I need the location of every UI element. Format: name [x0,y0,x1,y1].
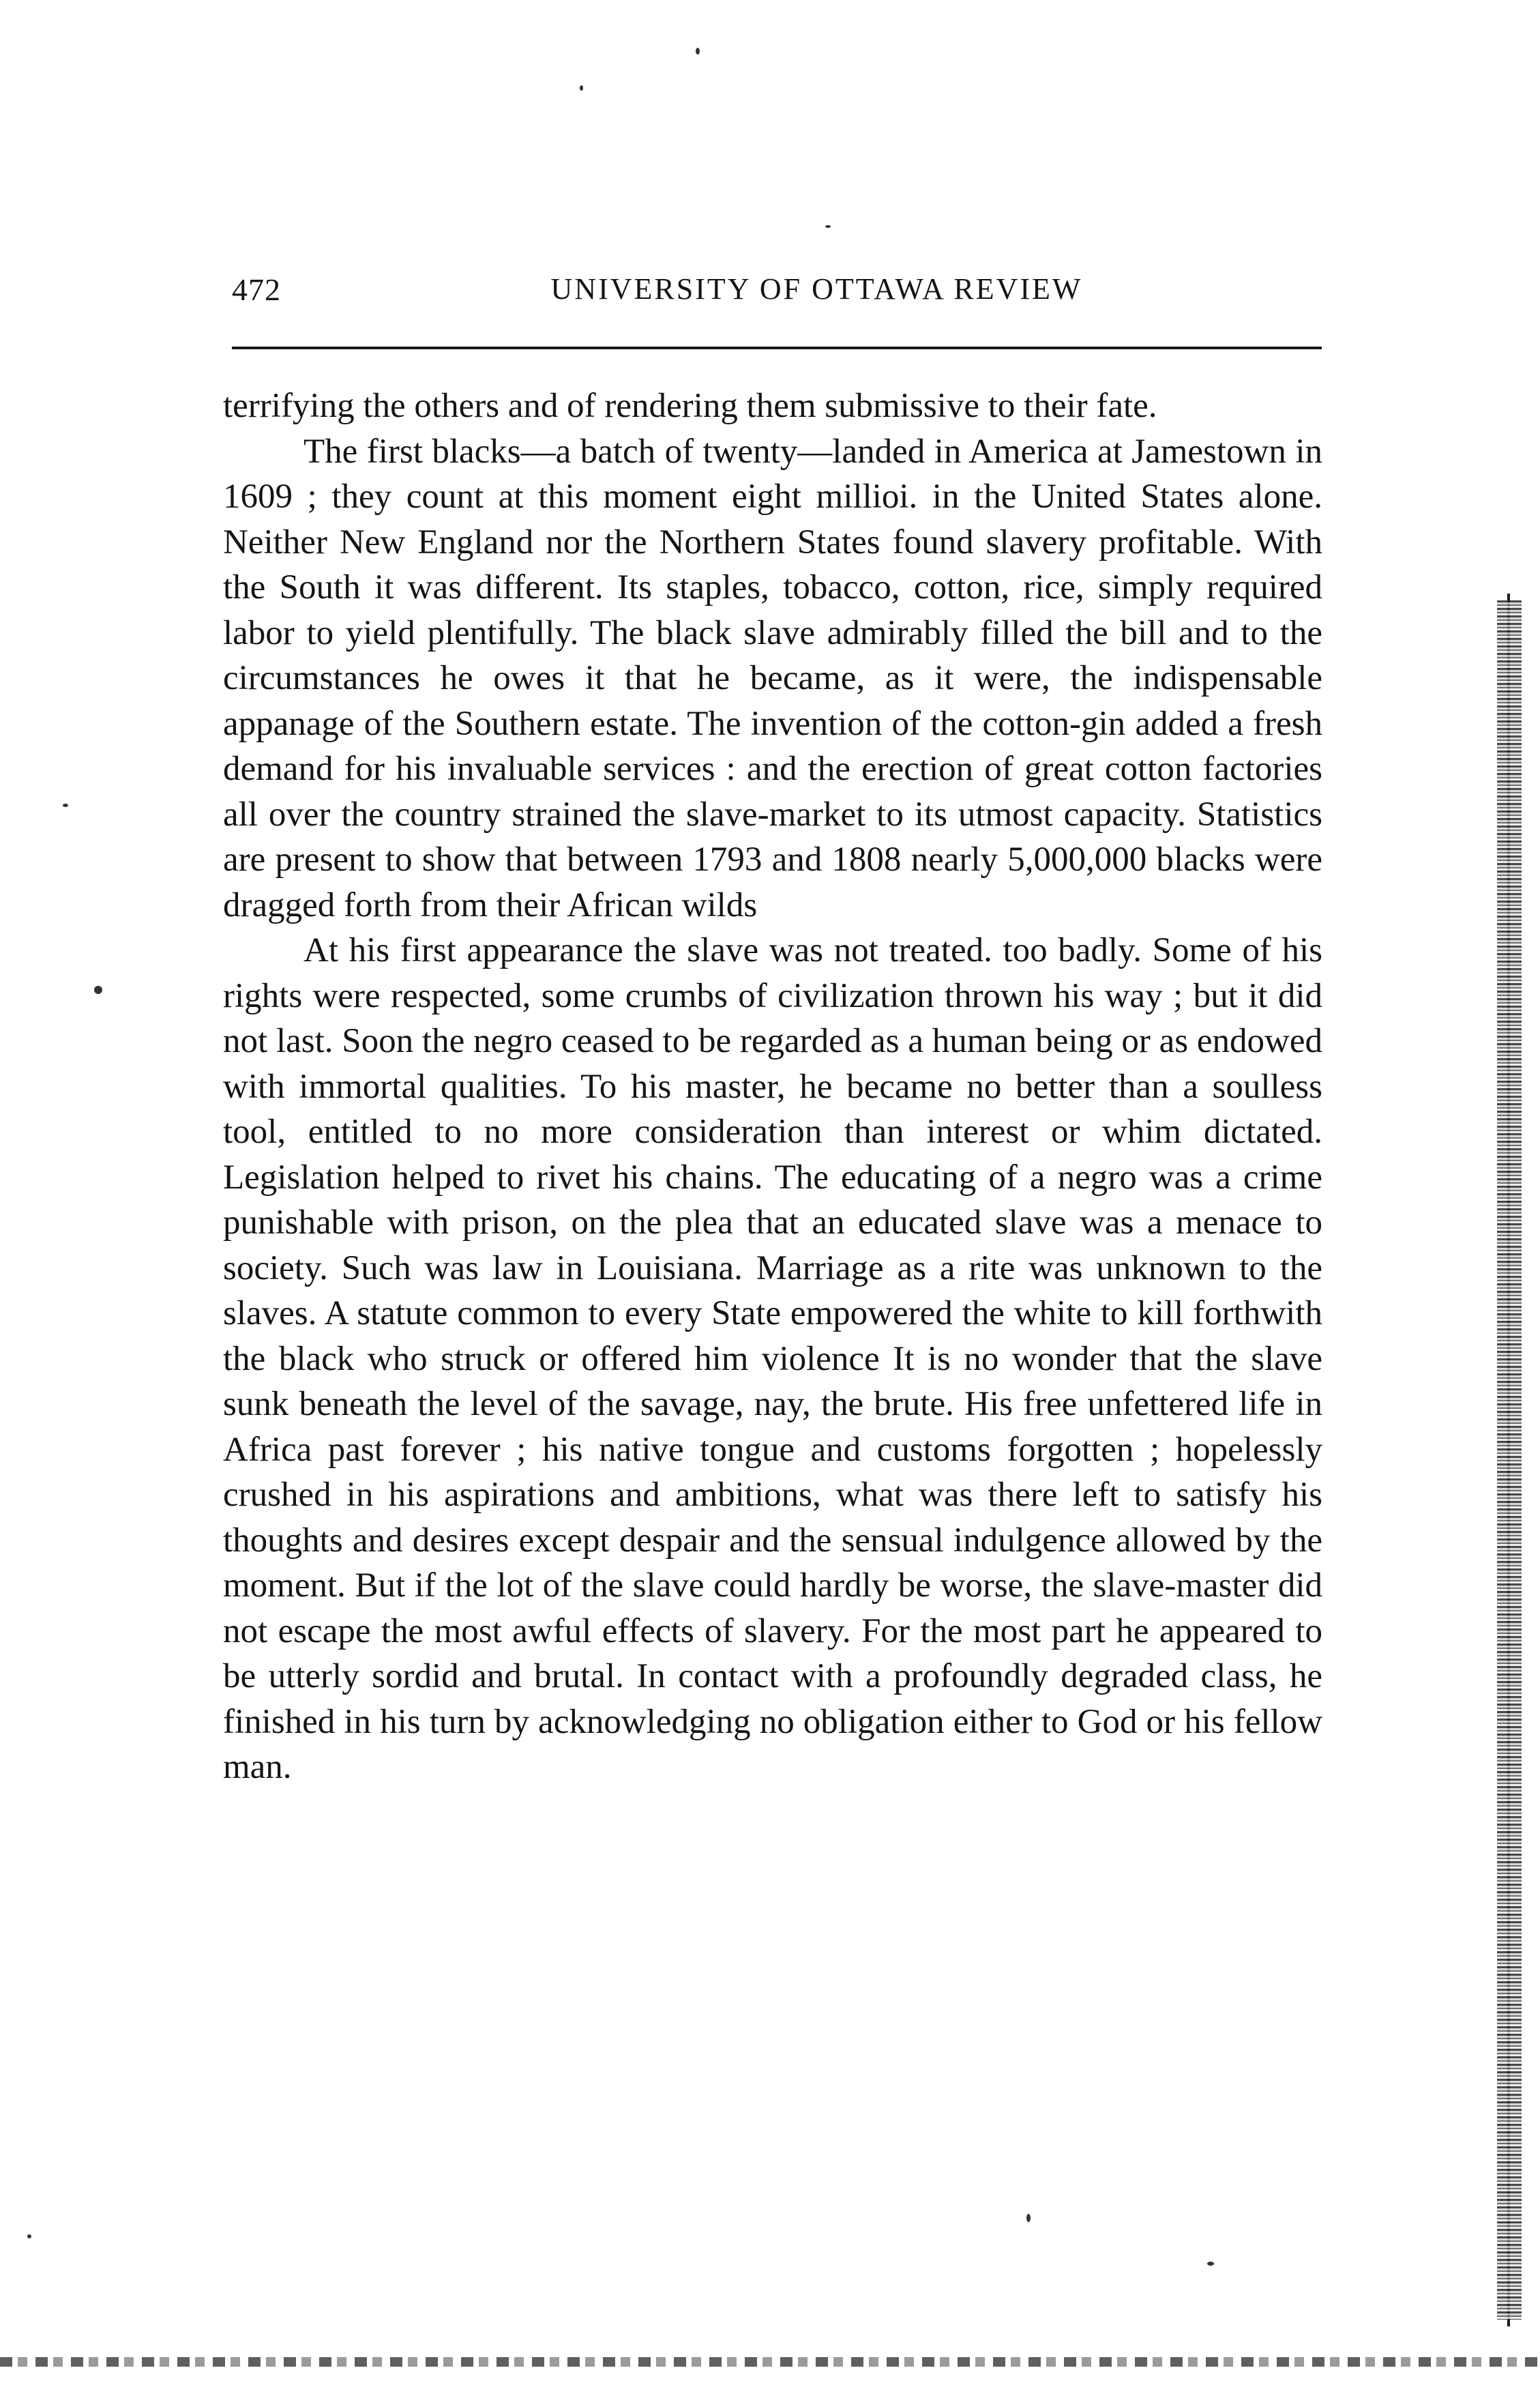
scan-speck [825,225,831,228]
running-title: UNIVERSITY OF OTTAWA REVIEW [550,272,1083,306]
scan-edge-artifact [1497,600,1522,2320]
paragraph-3: At his first appearance the slave was not treated. too badly. Some of his rights were respected, some crumbs of civilization thrown his way ; but it did not last. Soon the negro ceased to be regarded as a human being or as endowed with immortal qualities. To his master, he became no better than a soulless tool, entitled to no more consideration than interest or whim dictated. Legislation helped to rivet his chains. The educating of a negro was a crime punishable with prison, on the plea that an educated slave was a menace to society. Such was law in Louisiana. Marriage as a rite was unknown to the slaves. A statute common to every State empowered the white to kill forthwith the black who struck or offered him violence It is no wonder that the slave sunk beneath the level of the savage, nay, the brute. His free unfettered life in Africa past forever ; his native tongue and customs forgotten ; hopelessly crushed in his aspirations and ambitions, what was there left to satisfy his thoughts and desires except despair and the sensual indulgence allowed by the moment. But if the lot of the slave could hardly be worse, the slave-master did not escape the most awful effects of slavery. For the most part he appeared to be utterly sordid and brutal. In contact with a profoundly degraded class, he finished in his turn by acknowledging no obligation either to God or his fellow man. [223,931,1322,1786]
paragraph-2: The first blacks—a batch of twenty—landed in America at Jamestown in 1609 ; they count at this moment eight millioi. in the United States alone. Neither New England nor the Northern States found slavery profitable. With the South it was different. Its staples, tobacco, cotton, rice, simply required labor to yield plentifully. The black slave admirably filled the bill and to the circumstances he owes it that he became, as it were, the indispensable appanage of the Southern estate. The invention of the cotton-gin added a fresh demand for his invaluable services : and the erection of great cotton factories all over the country strained the slave-market to its utmost capacity. Statistics are present to show that between 1793 and 1808 nearly 5,000,000 blacks were dragged forth from their African wilds [223,432,1322,924]
scan-speck [1026,2214,1031,2222]
page-header [232,265,1320,312]
scan-speck [27,2234,31,2238]
header-divider [232,347,1322,349]
paragraph-1: terrifying the others and of rendering them submissive to their fate. [223,387,1157,425]
body-text [223,383,1322,1790]
scan-speck [1207,2262,1214,2266]
scan-speck [94,986,102,994]
scan-speck [63,804,68,807]
scan-bottom-artifact [0,2357,1540,2367]
scan-speck [580,85,583,91]
scan-speck [696,48,700,55]
page-number: 472 [232,272,281,307]
